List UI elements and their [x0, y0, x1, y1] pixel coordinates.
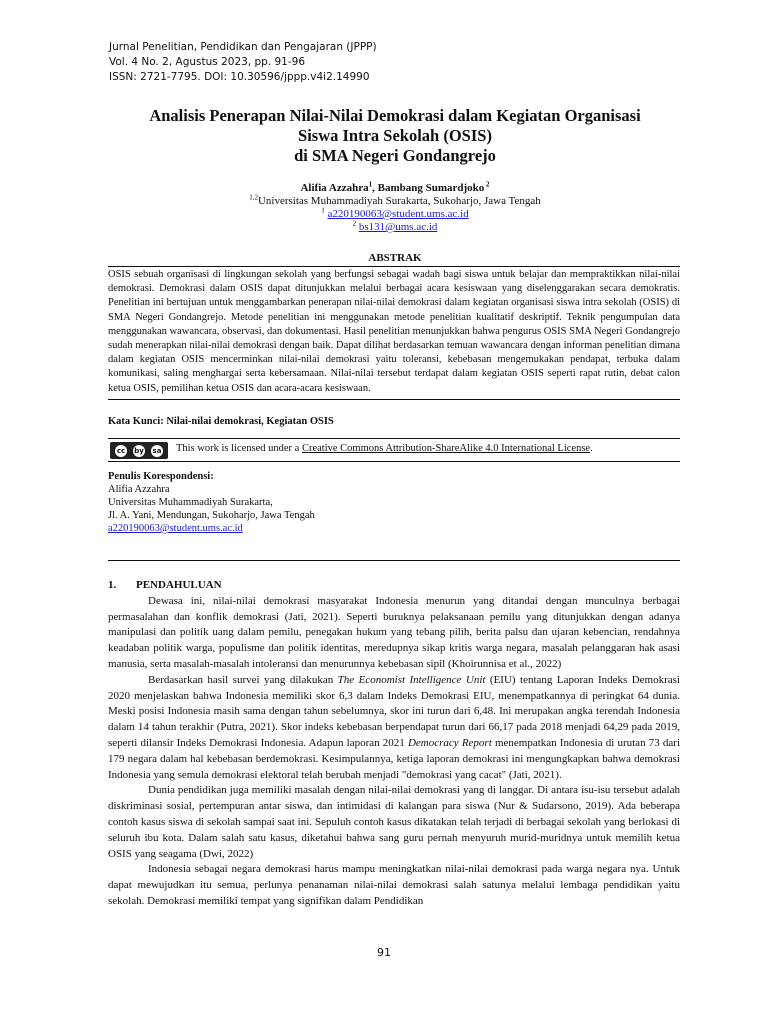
author-email-2-link[interactable]: bs131@ums.ac.id — [358, 221, 438, 233]
section-number: 1. — [108, 579, 117, 591]
title-line-2: Siswa Intra Sekolah (OSIS) — [298, 126, 492, 145]
correspondence-block — [108, 470, 315, 535]
p2-part-a: Berdasarkan hasil survei yang dilakukan — [148, 673, 338, 686]
license-link[interactable]: Creative Commons Attribution-ShareAlike 4.0 International License — [301, 443, 591, 454]
affiliation — [100, 195, 690, 208]
cc-by-sa-badge-icon[interactable] — [110, 442, 168, 459]
author-2: Bambang Sumardjoko — [377, 182, 485, 194]
license-prefix: This work is licensed under a — [176, 443, 302, 454]
author-email-1-line — [100, 208, 690, 221]
author-1-sup: 1 — [368, 180, 373, 189]
license-suffix: . — [590, 443, 593, 454]
correspondence-name: Alifia Azzahra — [108, 484, 170, 495]
journal-issn-doi: ISSN: 2721-7795. DOI: 10.30596/jppp.v4i2.14990 — [109, 71, 370, 83]
affiliation-text: Universitas Muhammadiyah Surakarta, Sukoharjo, Jawa Tengah — [257, 195, 541, 207]
sa-icon: sa — [152, 446, 162, 455]
license-text — [176, 443, 593, 454]
journal-header — [109, 40, 377, 85]
correspondence-heading: Penulis Korespondensi: — [108, 471, 214, 482]
title-line-1: Analisis Penerapan Nilai-Nilai Demokrasi dalam Kegiatan Organisasi — [149, 106, 641, 125]
paper-title — [100, 106, 690, 166]
email-1-sup: 1 — [321, 206, 325, 215]
p2-part-b: (EIU) tentang Laporan Indeks Demokrasi 2020 menjelaskan bahwa Indonesia memiliki skor 6,3 dalam Indeks Demokrasi EIU, menempatkannya di peringkat 64 dunia. Meski posisi Indonesia masih sama dengan tahun sebelumnya, skor ini turun dari 6,48. Ini merupakan angka terendah Indonesia dalam 14 tahun terakhir (Putra, 2021). Skor indeks kebebasan berpendapat turun dari 66,17 pada 2018 menjadi 64,29 pada 2019, seperti dilansir Indeks Demokrasi Indonesia. Adapun laporan 2021 — [108, 673, 680, 749]
author-names — [100, 182, 690, 195]
author-block — [100, 182, 690, 234]
author-2-sup: 2 — [484, 180, 490, 189]
journal-volume: Vol. 4 No. 2, Agustus 2023, pp. 91-96 — [109, 56, 305, 68]
section-heading — [108, 578, 680, 594]
abstract-heading: ABSTRAK — [368, 252, 422, 264]
journal-name: Jurnal Penelitian, Pendidikan dan Pengajaran (JPPP) — [109, 41, 377, 53]
paragraph-4: Indonesia sebagai negara demokrasi harus mampu meningkatkan nilai-nilai demokrasi pada warga negara nya. Untuk dapat mewujudkan itu semua, perlunya penanaman nilai-nilai demokrasi salah satunya melalui lembaga pendidikan yaitu sekolah. Demokrasi memiliki tempat yang signifikan dalam Pendidikan — [108, 863, 680, 907]
author-email-2-line — [100, 221, 690, 234]
section-divider — [108, 560, 680, 561]
paragraph-2 — [108, 673, 680, 784]
email-2-sup: 2 — [352, 219, 357, 228]
section-title: PENDAHULUAN — [136, 579, 222, 591]
author-email-1-link[interactable]: a220190063@student.ums.ac.id — [327, 208, 469, 220]
title-line-3: di SMA Negeri Gondangrejo — [294, 146, 496, 165]
correspondence-institution: Universitas Muhammadiyah Surakarta, — [108, 497, 273, 508]
cc-icon: cc — [116, 446, 126, 455]
license-bar — [108, 438, 680, 462]
page-number: 91 — [377, 946, 391, 959]
paragraph-3: Dunia pendidikan juga memiliki masalah dengan nilai-nilai demokrasi yang di langgar. Di antara isu-isu tersebut adalah diskriminasi sosial, pertempuran antar siswa, dan intimidasi di kalangan para siswa (Nur & Sudarsono, 2019). Ada beberapa contoh kasus siswa di sekolah sampai saat ini. Sepuluh contoh kasus dikatakan telah terjadi di berbagai sekolah yang berlokasi di seluruh ibu kota. Dalam salah satu kasus, diketahui bahwa sang guru pernah menyuruh murid-muridnya untuk memilih ketua OSIS yang seagama (Dwi, 2022) — [108, 784, 680, 860]
abstract-text: OSIS sebuah organisasi di lingkungan sekolah yang berfungsi sebagai wadah bagi siswa untuk belajar dan mempraktikkan nilai-nilai demokrasi. Demokrasi dalam OSIS dapat ditunjukkan melalui berbagai acara kesiswaan yang diselenggarakan secara demokratis. Penelitian ini bertujuan untuk menggambarkan penerapan nilai-nilai demokrasi dalam kegiatan organisasi siswa intra sekolah (OSIS) di SMA Negeri Gondangrejo. Metode penelitian ini menggunakan metode penelitian kualitatif deskriptif. Teknik pengumpulan data menggunakan wawancara, observasi, dan dokumentasi. Hasil penelitian menunjukkan bahwa pengurus OSIS SMA Negeri Gondangrejo sudah menerapkan nilai-nilai demokrasi dengan baik. Dapat dilihat berdasarkan temuan wawancara dengan informan penelitian dimana dalam kegiatan OSIS mencerminkan nilai-nilai demokrasi yaitu toleransi, kebebasan mengemukakan pendapat, terbuka dalam komunikasi, saling menghargai serta kebersamaan. Nilai-nilai tersebut terdapat dalam kegiatan OSIS seperti rapat rutin, debat calon ketua OSIS, pemilihan ketua OSIS dan acara-acara kesiswaan. — [108, 266, 680, 400]
correspondence-address: Jl. A. Yani, Mendungan, Sukoharjo, Jawa Tengah — [108, 510, 315, 521]
p2-italic-eiu: The Economist Intelligence Unit — [337, 673, 486, 686]
keywords: Kata Kunci: Nilai-nilai demokrasi, Kegiatan OSIS — [108, 416, 334, 427]
section-pendahuluan — [108, 578, 680, 910]
p2-part-c: menempatkan Indonesia di urutan 73 dari 179 negara dalam hal kebebasan berdemokrasi. Kesimpulannya, ketiga laporan demokrasi ini mengungkapkan bahwa demokrasi Indonesia yang semula demokrasi elektoral telah berubah menjadi "demokrasi yang cacat" (Jati, 2021). — [108, 736, 681, 781]
correspondence-email-link[interactable]: a220190063@student.ums.ac.id — [108, 523, 243, 534]
p2-italic-report: Democracy Report — [407, 736, 492, 749]
author-1: Alifia Azzahra — [300, 182, 369, 194]
by-icon: by — [134, 446, 144, 455]
paragraph-1: Dewasa ini, nilai-nilai demokrasi masyarakat Indonesia menurun yang ditandai dengan munculnya berbagai permasalahan dan konflik demokrasi (Jati, 2021). Seperti buruknya pelaksanaan pemilu yang ditunjukkan dengan adanya manipulasi dan politik uang dalam pemilu, penegakan hukum yang tebang pilih, berita palsu dan ujaran kebencian, rendahnya keadaban politik warga, populisme dan politik identitas, meredupnya sikap kritis warga negara, masalah pelanggaran hak asasi manusia, serta masalah-masalah intoleransi dan menurunnya kebebasan sipil (Khoirunnisa et al., 2022) — [108, 594, 680, 670]
author-separator: , — [372, 182, 378, 194]
affiliation-sup: 1,2 — [249, 193, 258, 202]
